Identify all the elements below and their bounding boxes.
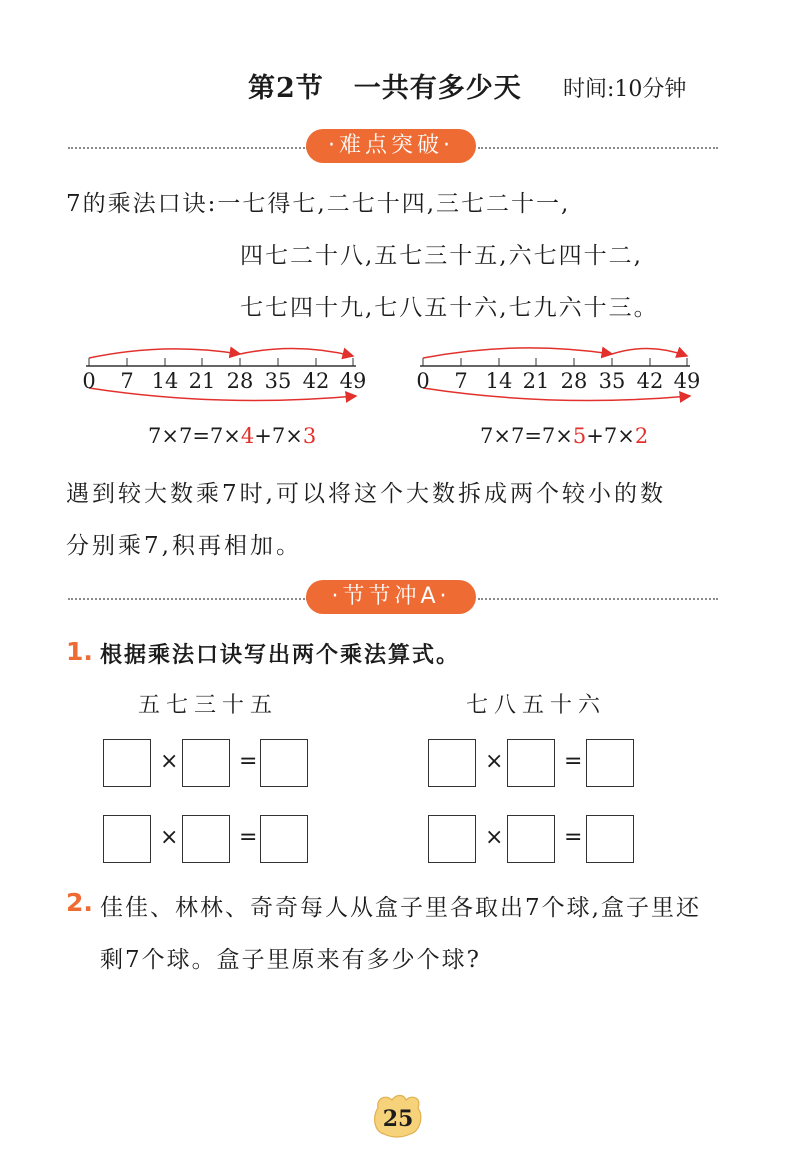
tick-label: 28 [226, 369, 254, 393]
answer-box[interactable] [428, 815, 476, 863]
answer-box[interactable] [507, 739, 555, 787]
rhyme-line-2: 四七二十八,五七三十五,六七四十二, [240, 243, 643, 269]
eq-part: +7× [586, 424, 635, 448]
tick-label: 7 [120, 369, 134, 393]
answer-box[interactable] [260, 815, 308, 863]
answer-box[interactable] [428, 739, 476, 787]
arc-28 [89, 349, 240, 358]
times-sign: × [485, 825, 504, 850]
rhyme-line-1: 7的乘法口诀:一七得七,二七十四,三七二十一, [66, 191, 571, 217]
section-number: 第2节 [248, 73, 324, 104]
eq-part: 7×7=7× [480, 424, 573, 448]
arc-49 [240, 348, 353, 356]
question-2-line-2: 剩7个球。盒子里原来有多少个球? [100, 947, 481, 973]
tick-label: 49 [673, 369, 701, 393]
rhyme-label-right: 七八五十六 [466, 693, 607, 718]
equals-sign: = [564, 825, 583, 850]
tick-label: 35 [264, 369, 292, 393]
eq-part: +7× [254, 424, 303, 448]
page-number-badge [370, 1090, 426, 1140]
tick-label: 14 [151, 369, 179, 393]
equals-sign: = [239, 749, 258, 774]
divider-right [478, 598, 718, 600]
answer-box[interactable] [103, 739, 151, 787]
question-2-line-1: 佳佳、林林、奇奇每人从盒子里各取出7个球,盒子里还 [100, 895, 701, 921]
equals-sign: = [564, 749, 583, 774]
number-line-right [410, 336, 710, 416]
tick-label: 28 [560, 369, 588, 393]
times-sign: × [160, 749, 179, 774]
page-title [248, 66, 522, 105]
divider-left [68, 598, 308, 600]
eq-highlight: 4 [240, 424, 255, 448]
rhyme-label-left: 五七三十五 [138, 693, 279, 718]
tick-label: 14 [485, 369, 513, 393]
answer-box[interactable] [260, 739, 308, 787]
equation-right [480, 424, 648, 448]
section-badge-practice: ·节节冲A· [306, 580, 476, 614]
tip-line-1: 遇到较大数乘7时,可以将这个大数拆成两个较小的数 [66, 481, 666, 507]
tick-label: 42 [302, 369, 330, 393]
ticks [423, 358, 687, 366]
time-label: 时间:10分钟 [563, 77, 687, 102]
ticks [89, 358, 353, 366]
answer-box[interactable] [586, 739, 634, 787]
answer-box[interactable] [182, 815, 230, 863]
answer-box[interactable] [507, 815, 555, 863]
arc-35 [423, 348, 612, 358]
times-sign: × [485, 749, 504, 774]
tick-label: 0 [416, 369, 430, 393]
rhyme-line-3: 七七四十九,七八五十六,七九六十三。 [240, 295, 659, 321]
tick-label: 21 [188, 369, 216, 393]
question-number: 1. [66, 637, 93, 666]
tip-line-2: 分别乘7,积再相加。 [66, 533, 302, 559]
eq-highlight: 5 [572, 424, 587, 448]
divider-left [68, 147, 308, 149]
answer-box[interactable] [103, 815, 151, 863]
equation-left [148, 424, 316, 448]
lesson-title: 一共有多少天 [353, 73, 522, 104]
arc-49 [612, 348, 687, 356]
tick-label: 0 [82, 369, 96, 393]
answer-box[interactable] [586, 815, 634, 863]
times-sign: × [160, 825, 179, 850]
eq-part: 7×7=7× [148, 424, 241, 448]
eq-highlight: 3 [302, 424, 317, 448]
number-line-left [80, 336, 380, 416]
answer-box[interactable] [182, 739, 230, 787]
tick-label: 49 [339, 369, 367, 393]
section-badge-difficulty: ·难点突破· [306, 129, 476, 163]
tick-label: 42 [636, 369, 664, 393]
tick-label: 21 [522, 369, 550, 393]
eq-highlight: 2 [634, 424, 649, 448]
tick-label: 35 [598, 369, 626, 393]
equals-sign: = [239, 825, 258, 850]
page-number: 25 [382, 1106, 414, 1132]
divider-right [478, 147, 718, 149]
tick-label: 7 [454, 369, 468, 393]
question-1-text: 根据乘法口诀写出两个乘法算式。 [100, 643, 461, 668]
question-number: 2. [66, 888, 93, 917]
